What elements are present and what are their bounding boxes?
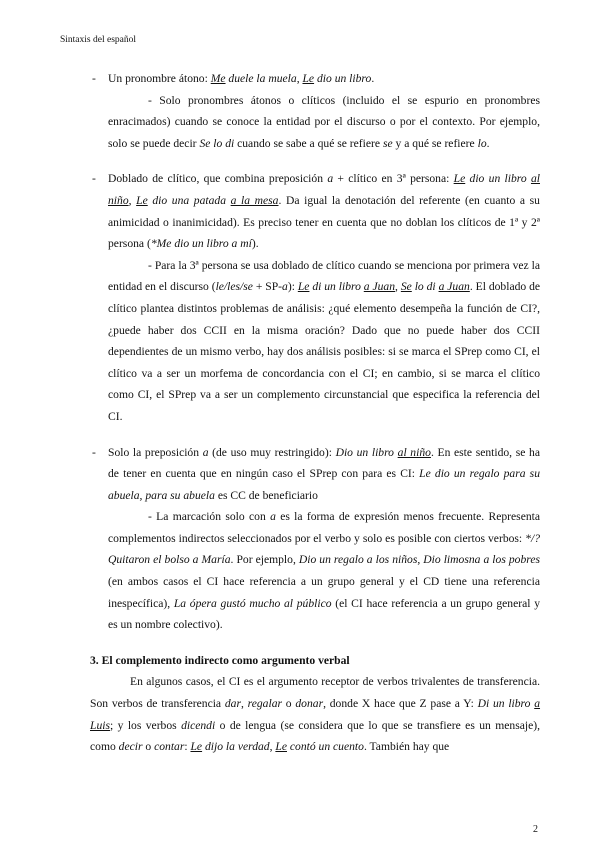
italic-example: di un libro <box>309 280 364 294</box>
running-header: Sintaxis del español <box>60 35 136 45</box>
italic-example: regalar <box>247 697 283 711</box>
italic-example: lo <box>477 136 487 150</box>
underlined-example: a Juan <box>438 280 470 294</box>
text-run: 3. El complemento indirecto como argumento verbal <box>90 653 350 667</box>
italic-example: donar <box>295 697 324 711</box>
underlined-example: a Juan <box>363 280 396 294</box>
italic-example: a <box>202 445 209 459</box>
text-run: . <box>371 72 375 85</box>
underlined-example: Le <box>275 740 287 754</box>
bullet-item <box>90 68 540 90</box>
paragraph-spacer <box>90 154 540 168</box>
text-run: o <box>282 697 296 711</box>
text-run: , <box>240 697 248 711</box>
text-run: - La marcación solo con <box>148 510 271 524</box>
paragraph <box>90 671 540 757</box>
text-run: . Por ejemplo, <box>230 553 299 567</box>
text-run: En algunos casos, el CI es el argumento receptor de verbos trivalentes de transferencia. Son verbos de transferencia <box>90 675 540 711</box>
italic-example: a <box>327 172 334 186</box>
text-run: ): <box>287 280 298 294</box>
bullet-marker: - <box>92 72 96 85</box>
page-number: 2 <box>533 824 538 835</box>
text-run: ). <box>251 237 259 251</box>
text-run: y a qué se refiere <box>392 136 478 150</box>
document-body <box>90 68 540 758</box>
italic-example: duele la muela <box>225 72 297 85</box>
text-run: Doblado de clítico, que combina preposición <box>108 172 328 186</box>
italic-example: *Me dio un libro a mí <box>150 237 252 251</box>
text-run: + clítico en 3ª persona: <box>333 172 454 186</box>
text-run: + SP- <box>252 280 283 294</box>
text-run: - Para la 3ª persona se usa doblado de clítico cuando se menciona por primera vez la entidad en el discurso ( <box>108 258 540 294</box>
italic-example: a <box>282 280 288 294</box>
italic-example: se <box>382 136 393 150</box>
paragraph <box>90 90 540 155</box>
paragraph <box>90 506 540 636</box>
italic-example: Di un libro <box>477 697 535 711</box>
text-run: Un pronombre átono: <box>108 72 211 85</box>
text-run: . <box>486 136 490 150</box>
text-run: (de uso muy restringido): <box>208 445 336 459</box>
bullet-item <box>90 442 540 507</box>
text-run: . Da igual la denotación del referente (en cuanto a su animicidad o inanimicidad). Es preciso tener en cuenta que no doblan los clíticos de 1ª y 2ª persona ( <box>108 193 540 251</box>
italic-example: dio un libro <box>465 172 531 186</box>
paragraph-spacer <box>90 428 540 442</box>
italic-example: lo di <box>411 280 439 294</box>
italic-example: Dio un libro <box>335 445 398 459</box>
text-run: : <box>184 740 191 754</box>
text-run: , donde X hace que Z pase a Y: <box>323 697 478 711</box>
text-run: . El doblado de clítico plantea distintos problemas de análisis: ¿qué elemento desempeña la función de CI?, ¿puede haber dos CCII en la misma oración? Dado que no puede haber dos CCII dependientes de un mismo verbo, hay dos análisis posibles: si se marca el SPrep como CI, el clítico va a ser un morfema de concordancia con el CI; en cambio, si se marca el clítico como CI, el SPrep va a ser un complemento circunstancial que especifica la referencia del CI. <box>108 280 541 423</box>
italic-example: dicendi <box>181 718 216 732</box>
italic-example: le/les/se <box>215 280 253 294</box>
italic-example: La ópera gustó mucho al público <box>173 596 332 610</box>
underlined-example: Le <box>190 740 203 754</box>
section-heading <box>90 650 540 672</box>
text-run: , <box>395 280 401 294</box>
underlined-example: Le <box>453 172 466 186</box>
italic-example: dio una patada <box>147 193 231 207</box>
text-run: , <box>128 193 137 207</box>
text-run: es la forma de expresión menos frecuente. Representa complementos indirectos seleccionados por el verbo y solo es posible con ciertos verbos: <box>108 510 540 545</box>
underlined-example: Le <box>302 72 315 85</box>
underlined-example: al niño <box>397 445 431 459</box>
italic-example: Dio limosna a los pobres <box>423 553 540 567</box>
underlined-example: a Luis <box>90 697 541 732</box>
text-run: o <box>142 740 155 754</box>
italic-example: dar <box>224 697 241 711</box>
text-run: ; y los verbos <box>109 718 182 732</box>
text-run: - Solo pronombres átonos o clíticos (incluido el se espurio en pronombres enracimados) cuando se conoce la entidad por el discurso o por el contexto. Por ejemplo, solo se puede decir <box>108 93 540 150</box>
italic-example: dijo la verdad <box>202 740 270 754</box>
text-run: . En este sentido, se ha de tener en cuenta que en ningún caso el SPrep con para es CI: <box>108 445 540 481</box>
underlined-example: al niño <box>108 172 540 207</box>
underlined-example: Le <box>136 193 148 207</box>
text-run: cuando se sabe a qué se refiere <box>234 136 383 150</box>
italic-example: contar <box>154 740 185 754</box>
text-run: es CC de beneficiario <box>214 488 318 502</box>
text-run: Solo la preposición <box>108 445 203 459</box>
italic-example: contó un cuento <box>286 740 364 754</box>
text-run: (el CI hace referencia a un grupo general y es un nombre colectivo). <box>108 596 540 632</box>
bullet-marker: - <box>92 445 96 459</box>
italic-example: Le dio un regalo para su abuela, para su abuela <box>108 467 540 502</box>
text-run: o de lengua (se considera que lo que se transfiere es un mensaje), como <box>90 718 540 754</box>
italic-example: Dio un regalo a los niños <box>298 553 418 567</box>
italic-example: decir <box>118 740 143 754</box>
italic-example: */?Quitaron el bolso a María <box>108 531 540 567</box>
underlined-example: Se <box>400 280 412 294</box>
underlined-example: a la mesa <box>230 193 279 207</box>
italic-example: a <box>270 510 276 524</box>
bullet-marker: - <box>92 172 96 186</box>
underlined-example: Le <box>297 280 310 294</box>
underlined-example: Me <box>210 72 226 85</box>
italic-example: dio un libro <box>314 72 372 85</box>
text-run: (en ambos casos el CI hace referencia a un grupo general y el CD tiene una referencia inespecífica), <box>108 575 540 610</box>
bullet-item <box>90 168 540 254</box>
text-run: , <box>417 553 424 567</box>
paragraph <box>90 255 540 428</box>
paragraph-spacer <box>90 636 540 650</box>
text-run: . También hay que <box>363 740 450 754</box>
text-run: , <box>296 72 303 85</box>
text-run: , <box>269 740 276 754</box>
italic-example: Se lo di <box>199 136 235 150</box>
